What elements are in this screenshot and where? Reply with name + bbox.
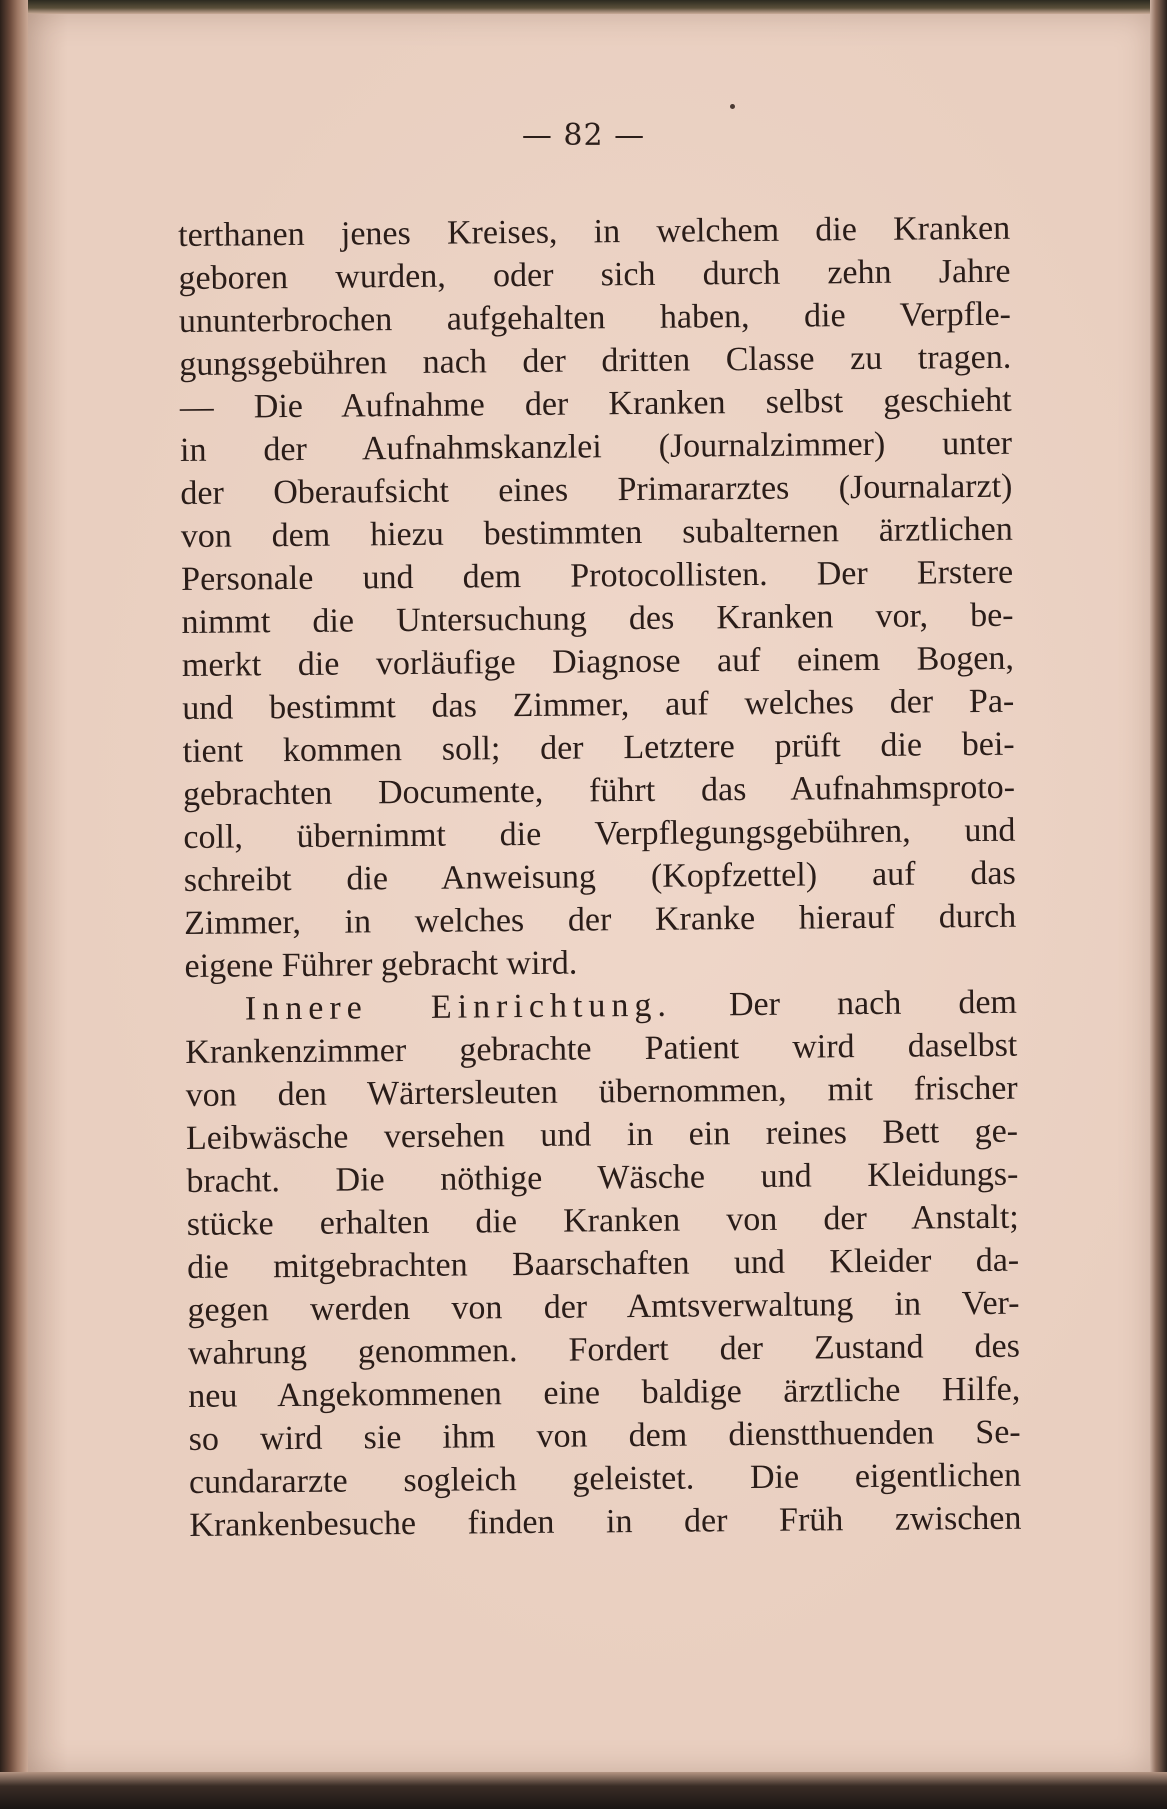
binding-gutter (0, 0, 28, 1809)
text-line: tient kommen soll; der Letztere prüft die bei- (182, 725, 1015, 770)
text-line: cundararzte sogleich geleistet. Die eigentlichen (188, 1456, 1022, 1501)
text-line: Krankenzimmer gebrachte Patient wird daselbst (185, 1026, 1018, 1071)
text-line: Personale und dem Protocollisten. Der Erstere (181, 553, 1014, 598)
text-line: Leibwäsche versehen und in ein reines Bett ge- (185, 1112, 1019, 1157)
body-text (178, 207, 1022, 1547)
bottom-edge (0, 1772, 1167, 1809)
text-line: Zimmer, in welches der Kranke hierauf durch (184, 897, 1017, 942)
section-first-line-rest: Der nach dem (728, 983, 1018, 1024)
text-line: die mitgebrachten Baarschaften und Kleider da- (187, 1241, 1020, 1286)
text-line: merkt die vorläufige Diagnose auf einem Bogen, (181, 639, 1015, 684)
top-edge (0, 0, 1167, 14)
text-line: eigene Führer gebracht wird. (184, 944, 578, 985)
text-line: und bestimmt das Zimmer, auf welches der Pa- (182, 682, 1015, 727)
section-heading: Innere Einrichtung. (244, 986, 673, 1028)
text-line: terthanen jenes Kreises, in welchem die Kranken (178, 209, 1011, 254)
page-number-header: — 82 — (521, 118, 646, 153)
ink-speck (730, 104, 735, 109)
text-line: stücke erhalten die Kranken von der Anstalt; (186, 1198, 1019, 1243)
text-line: in der Aufnahmskanzlei (Journalzimmer) unter (179, 424, 1013, 469)
text-line: wahrung genommen. Fordert der Zustand des (187, 1327, 1021, 1372)
text-line: von dem hiezu bestimmten subalternen ärztlichen (180, 510, 1013, 555)
text-line: so wird sie ihm von dem dienstthuenden Se- (188, 1413, 1021, 1458)
text-line: ununterbrochen aufgehalten haben, die Verpfle- (178, 295, 1012, 340)
section-first-line (185, 981, 1017, 1031)
text-line: gegen werden von der Amtsverwaltung in Ver- (187, 1284, 1020, 1329)
text-line: geboren wurden, oder sich durch zehn Jahre (178, 252, 1011, 297)
text-line: gungsgebühren nach der dritten Classe zu tragen. (179, 338, 1012, 383)
text-line: Krankenbesuche finden in der Früh zwischen (189, 1499, 1022, 1544)
text-line: coll, übernimmt die Verpflegungsgebühren, und (183, 811, 1016, 856)
text-line: von den Wärtersleuten übernommen, mit frischer (185, 1069, 1018, 1114)
text-line: nimmt die Untersuchung des Kranken vor, be- (181, 596, 1014, 641)
text-line: — Die Aufnahme der Kranken selbst geschieht (179, 381, 1012, 426)
text-line: bracht. Die nöthige Wäsche und Kleidungs- (186, 1155, 1019, 1200)
text-line: schreibt die Anweisung (Kopfzettel) auf das (183, 854, 1016, 899)
text-line: der Oberaufsicht eines Primararztes (Journalarzt) (180, 467, 1013, 512)
text-line: neu Angekommenen eine baldige ärztliche Hilfe, (188, 1370, 1021, 1415)
text-line: gebrachten Documente, führt das Aufnahmsproto- (182, 768, 1016, 813)
right-edge (1150, 0, 1167, 1809)
